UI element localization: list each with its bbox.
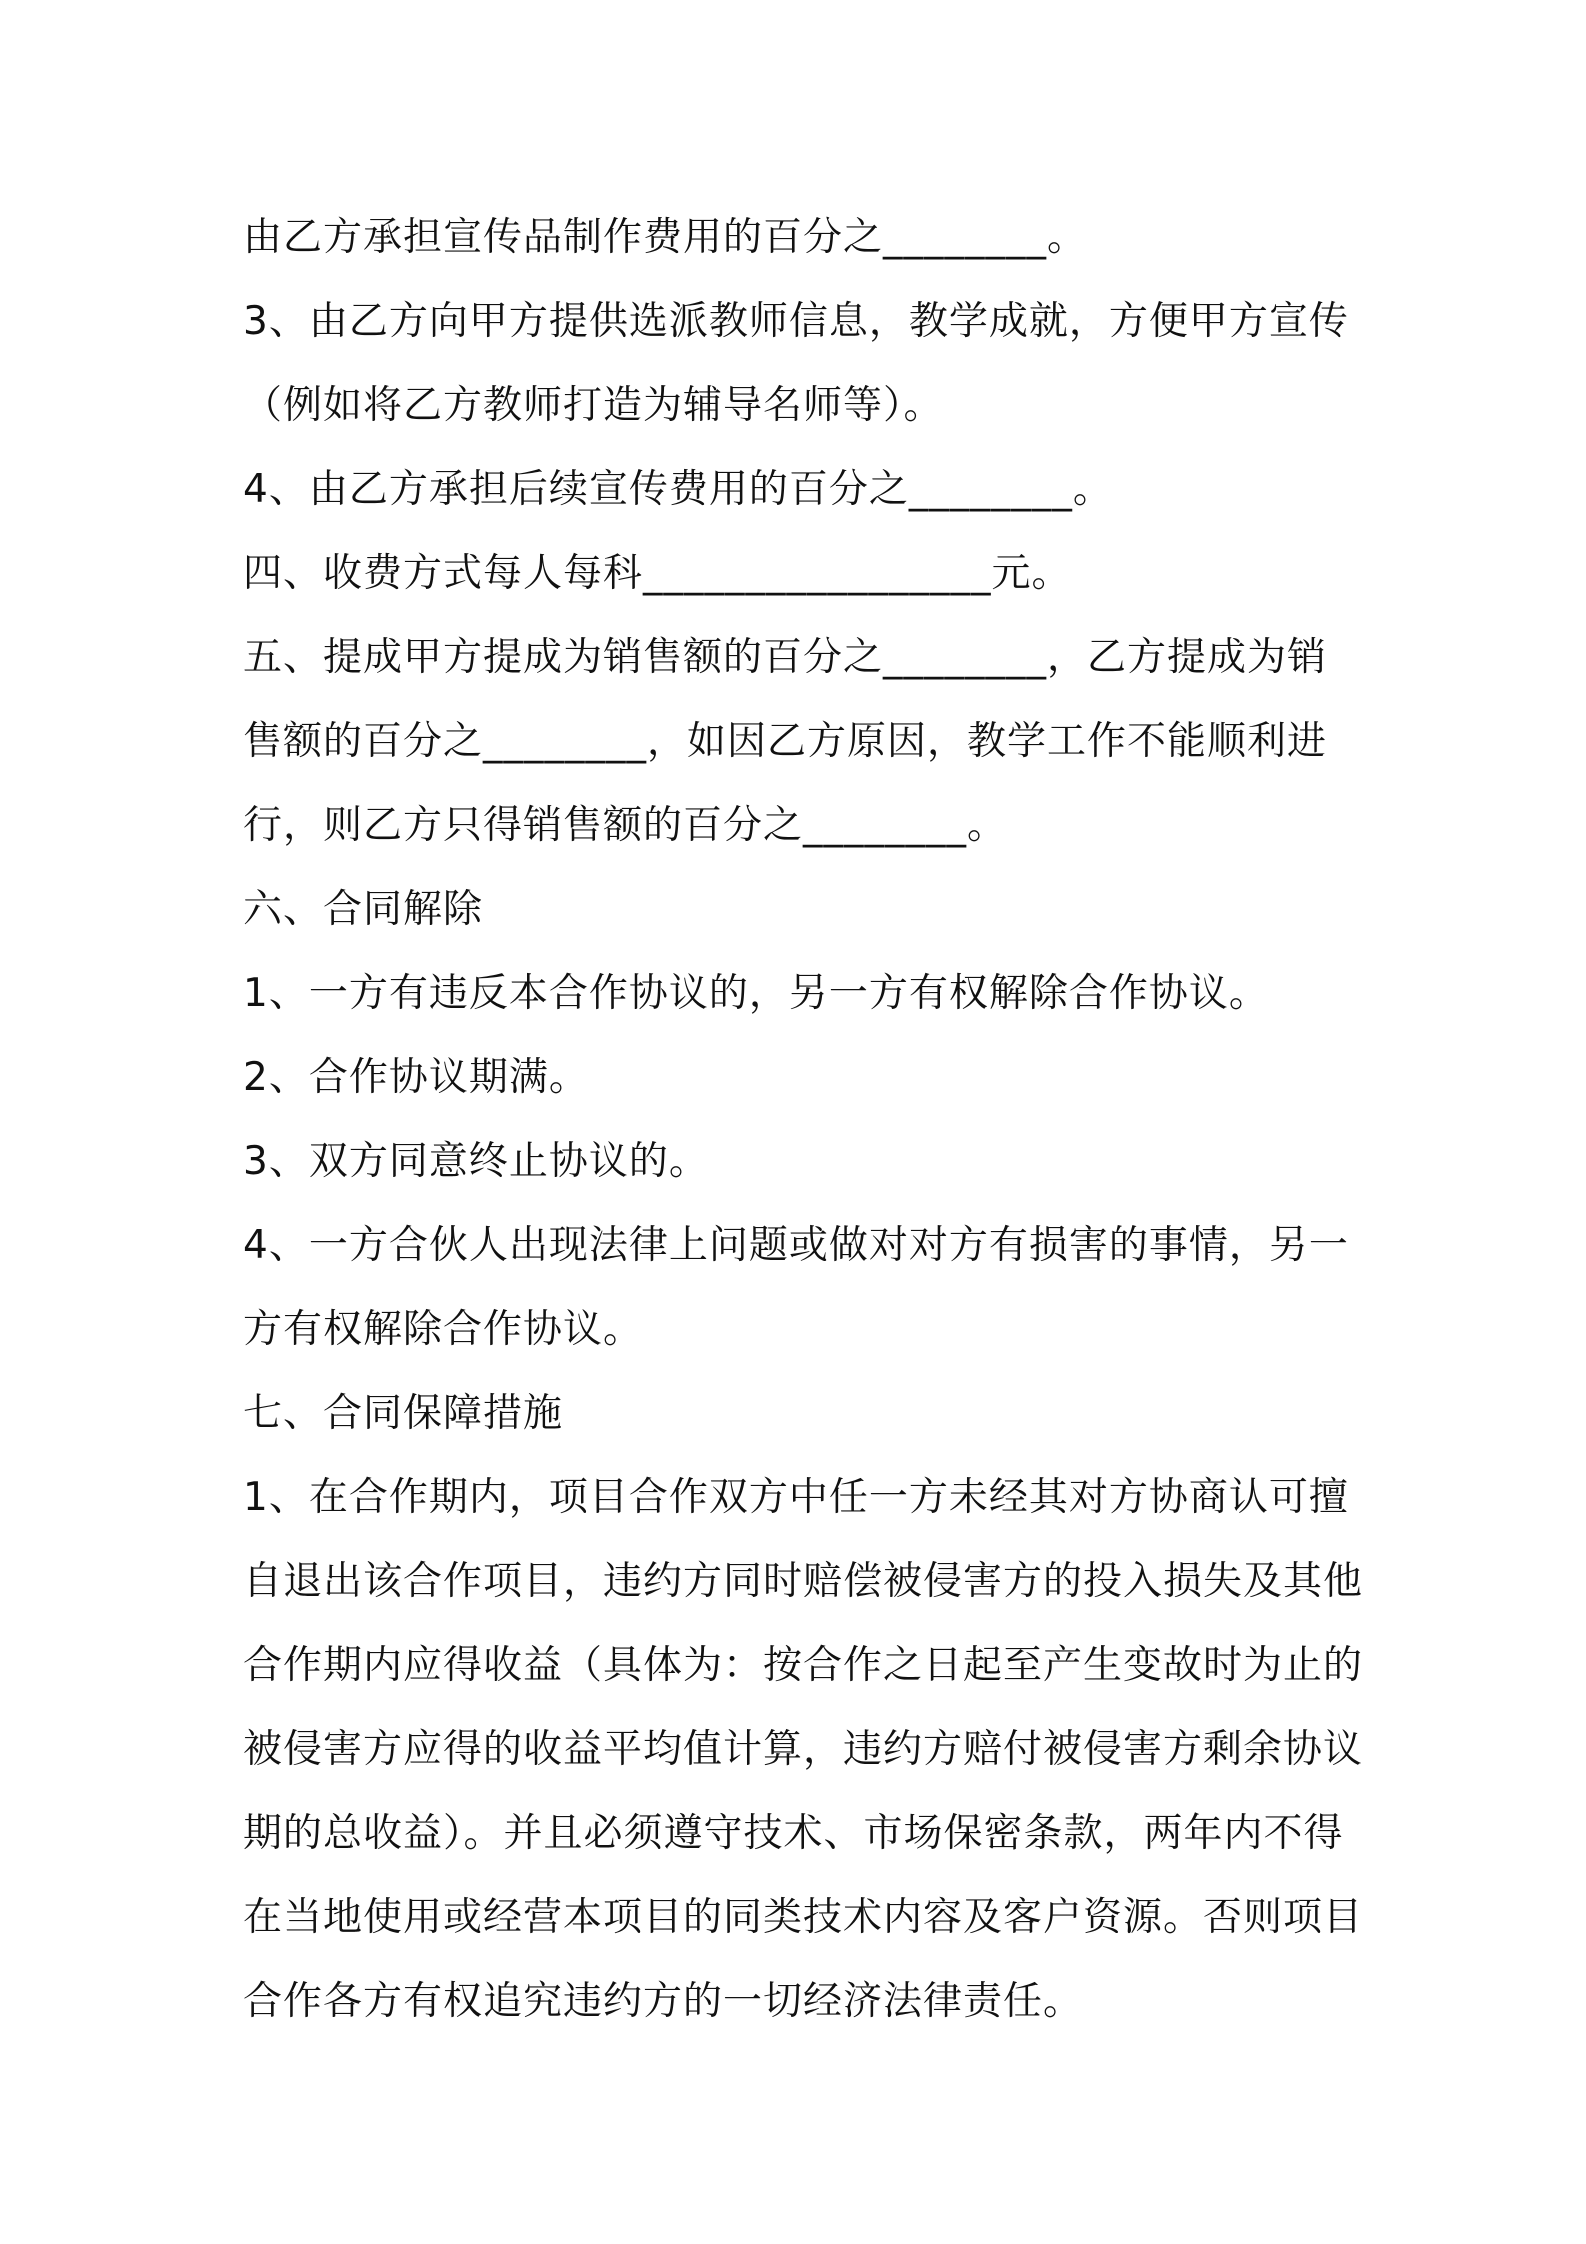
- text-line: 1、在合作期内，项目合作双方中任一方未经其对方协商认可擅: [243, 1475, 1349, 1520]
- section-heading: 六、合同解除: [243, 887, 484, 932]
- text-line: 期的总收益）。并且必须遵守技术、市场保密条款，两年内不得: [243, 1811, 1344, 1856]
- text-line: 4、一方合伙人出现法律上问题或做对对方有损害的事情，另一: [243, 1223, 1349, 1268]
- text-line: 3、双方同意终止协议的。: [243, 1139, 709, 1184]
- text-line: 在当地使用或经营本项目的同类技术内容及客户资源。否则项目: [243, 1895, 1364, 1940]
- text-line: 1、一方有违反本合作协议的，另一方有权解除合作协议。: [243, 971, 1269, 1016]
- text-line: 由乙方承担宣传品制作费用的百分之________。: [243, 215, 1088, 260]
- section-heading: 七、合同保障措施: [243, 1391, 564, 1436]
- text-line: 售额的百分之________，如因乙方原因，教学工作不能顺利进: [243, 719, 1328, 764]
- text-line: 四、收费方式每人每科_________________元。: [243, 551, 1072, 596]
- text-line: 五、提成甲方提成为销售额的百分之________，乙方提成为销: [243, 635, 1328, 680]
- text-line: 被侵害方应得的收益平均值计算，违约方赔付被侵害方剩余协议: [243, 1727, 1364, 1772]
- text-line: 自退出该合作项目，违约方同时赔偿被侵害方的投入损失及其他: [243, 1559, 1364, 1604]
- text-line: 合作期内应得收益（具体为：按合作之日起至产生变故时为止的: [243, 1643, 1364, 1688]
- text-line: 3、由乙方向甲方提供选派教师信息，教学成就，方便甲方宣传: [243, 299, 1349, 344]
- text-line: 4、由乙方承担后续宣传费用的百分之________。: [243, 467, 1113, 512]
- text-line: （例如将乙方教师打造为辅导名师等）。: [243, 383, 944, 428]
- text-line: 行，则乙方只得销售额的百分之________。: [243, 803, 1008, 848]
- text-line: 方有权解除合作协议。: [243, 1307, 644, 1352]
- text-line: 合作各方有权追究违约方的一切经济法律责任。: [243, 1979, 1084, 2024]
- document-body: [243, 196, 1364, 2044]
- text-line: 2、合作协议期满。: [243, 1055, 589, 1100]
